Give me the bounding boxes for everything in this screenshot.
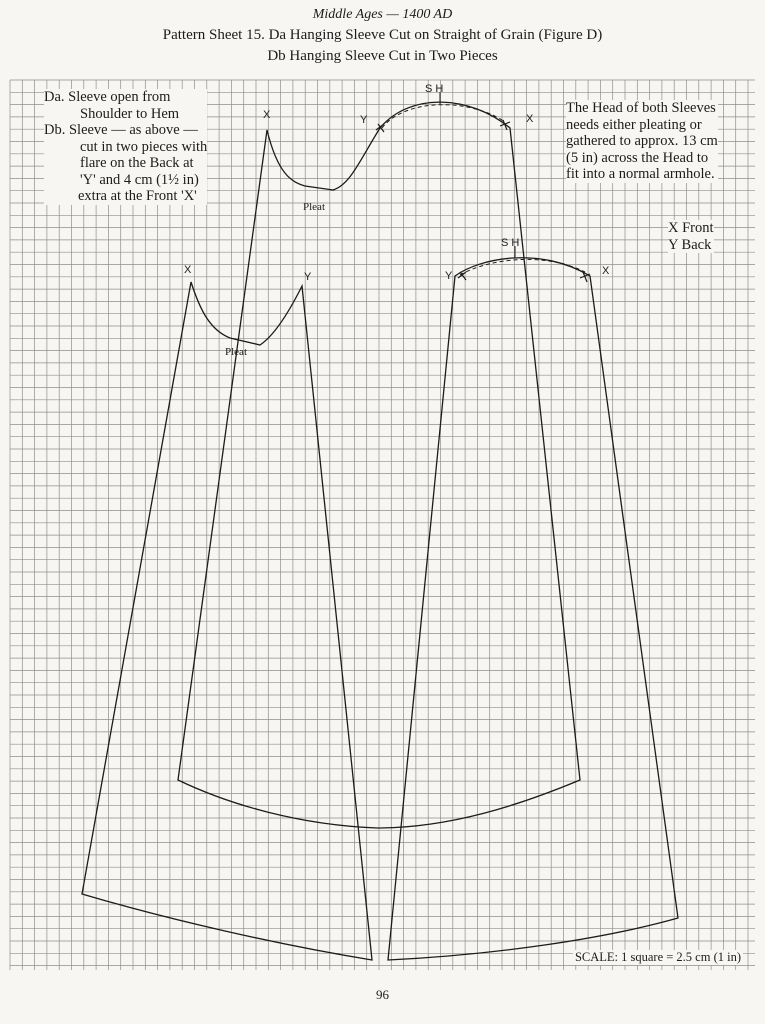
legend (668, 220, 714, 253)
note-right-line: The Head of both Sleeves (566, 100, 716, 116)
mark-sh-db: S H (501, 237, 520, 249)
note-right-line: (5 in) across the Head to (566, 149, 709, 166)
note-left-line: Db. Sleeve — as above — (44, 122, 198, 138)
pleat-label-db: Pleat (225, 346, 247, 358)
pleat-label-da: Pleat (303, 201, 325, 213)
grid (10, 80, 755, 970)
era-label: Middle Ages — 1400 AD (312, 7, 453, 22)
mark-x-da: X (263, 109, 271, 121)
mark-x-db: X (184, 264, 192, 276)
note-left-line: 'Y' and 4 cm (1½ in) (80, 171, 199, 188)
scale-label: SCALE: 1 square = 2.5 cm (1 in) (574, 950, 741, 964)
sleeve-db-back-head-dashed (460, 259, 585, 275)
note-right (566, 100, 718, 183)
note-right-line: gathered to approx. 13 cm (566, 133, 718, 149)
pattern-title-da: Pattern Sheet 15. Da Hanging Sleeve Cut on Straight of Grain (Figure D) (162, 27, 603, 43)
note-left-line: Da. Sleeve open from (44, 89, 171, 105)
note-left-line: extra at the Front 'X' (78, 188, 197, 204)
mark-y-db: Y (304, 271, 312, 283)
mark-x-da-right: X (526, 113, 534, 125)
legend-back: Y Back (668, 236, 712, 253)
mark-y-db-back: Y (445, 270, 453, 282)
pattern-title-db: Db Hanging Sleeve Cut in Two Pieces (267, 48, 498, 64)
note-left-line: cut in two pieces with (80, 138, 208, 155)
note-right-line: needs either pleating or (566, 116, 702, 133)
note-right-line: fit into a normal armhole. (566, 166, 715, 182)
legend-front: X Front (668, 220, 714, 236)
note-left (44, 89, 207, 205)
note-left-line: flare on the Back at (80, 155, 194, 171)
page-number: 96 (376, 987, 389, 1002)
mark-x-db-back: X (602, 265, 610, 277)
note-left-line: Shoulder to Hem (80, 105, 180, 122)
mark-y-da: Y (360, 114, 368, 126)
sleeve-da-head-dashed (382, 105, 505, 128)
mark-sh-da: S H (425, 83, 444, 95)
